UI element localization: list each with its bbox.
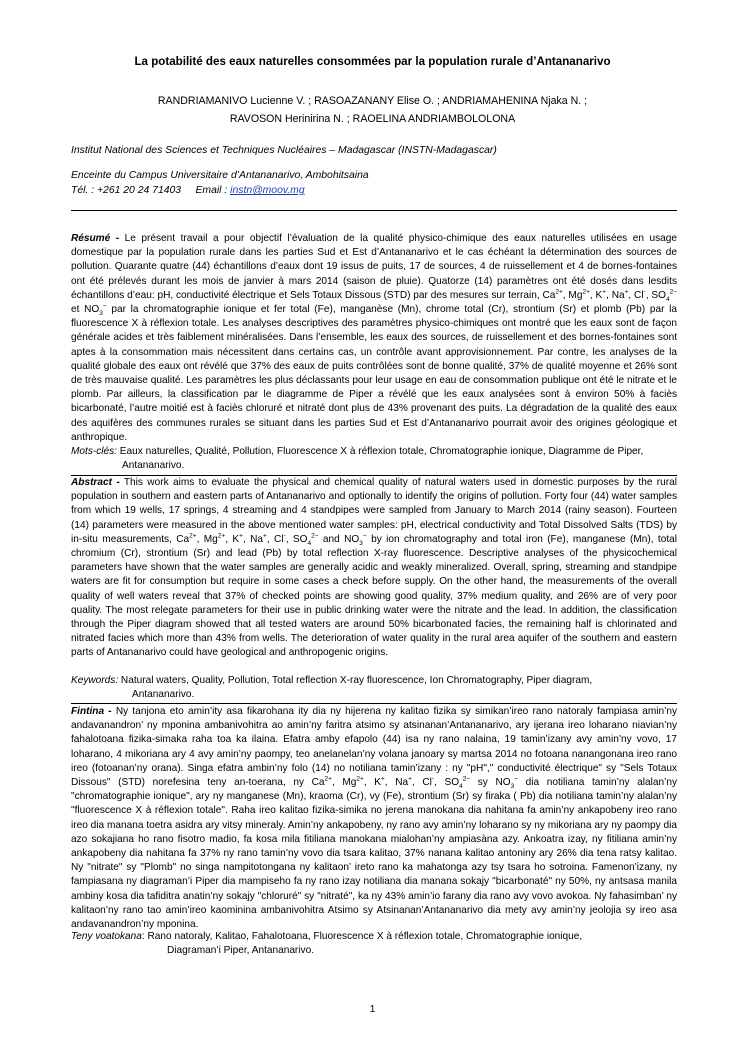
institute-address: Enceinte du Campus Universitaire d’Antananarivo, Ambohitsaina bbox=[71, 170, 369, 181]
mots-cles-label: Mots-clés: bbox=[71, 446, 117, 457]
phone-number: Tél. : +261 20 24 71403 bbox=[71, 185, 182, 196]
abstract-label: Abstract - bbox=[71, 477, 120, 488]
paper-title: La potabilité des eaux naturelles consommées par la population rurale d’Antananarivo bbox=[134, 55, 611, 68]
resume-label: Résumé - bbox=[71, 233, 120, 244]
fintina-paragraph: Fintina - Ny tanjona eto amin’ity asa fikarohana ity dia ny hijerena ny kalitao fizika sy simikan’ireo rano natoraly fampiasa amin’ny andavanandron’ ny mponina ambanivohitra ao amin’ny faritra atsimo sy atsinanan’Antananarivo, ary ijerana ireo loharano niavian’ny fahalotoana fizika-simaka raha toa ka ilaina. Efatra amby efapolo (44) isa ny rano nalaina, 19 tamin’izany avy amin’ny vovo, 17 loharano, 4 mikoriana ary 4 avy amin’ny paompy, teo anelanelan’ny volana janoary sy martsa 2014 no fotoana nanangonana ireo rano ireo (fotoanan’ny orana). Singa efatra ambin’ny folo (14) no notiliana tamin’izany : ny "pH"," conductivité électrique" sy "Sels Totaux Dissous" (STD) norefesina teny an-toerana, ny $Ca^{2+}$, $Mg^{2+}$, K+, Na+, Cl-, $SO_4^{2-}$ sy $NO_3^-$ dia notiliana tamin’ny alalan’ny "chromatographie ionique", ary ny manganese (Mn), kraoma (Cr), vy (Fe), strontium (Sr) sy firaka ( Pb) dia notiliana tamin’ny alalan’ny "fluorescence X à réflexion totale". Raha ireo kalitao fizika-simika no jerena manokana dia nahitana fa amin’ny ankapobeny ireo rano ireo dia manana toetra asidra ary vitsy mineraly. Amin’ny ankapobeny, ny rano avy amin’ny loharano sy ny mikoriana ary ny paompy dia azo sokajiana ho rano fisotro madio, fa kosa mila fitiliana manokana mialohan’ny ampiasàna azy. Ankoatra izay, ny fitiliana amin’ny ankapobeny dia nahitana fa 37% ny rano tamin’ny vovo dia tsara kalitao, 37% nanana kalitao antoniny ary 26% dia tena ratsy kalitao. Ny "nitrate" sy "Plomb" no singa nampitotongana ny kalitaon’ ireto rano ka mahatonga azy tsy tsara ho sotroina. Famenon’izany, ny fampiasana ny diagraman’i Piper dia mampiseho fa ny rano izay notiliana dia manana sokajy "bicarbonaté" ny 50%, ny antsasa manila ambiny kosa dia tafiditra anatin’ny sokajy "chloruré" sy "nitraté", ka ny 43% amin’io farany dia rano avy vovo avokoa. Ny fahasimban’ ny kalitaon’ny rano tao amin’ireo kaominina ambanivohitra Atsimo sy Atsinanan’Antananarivo dia mety avy amin’ny jeolojia sy ireo asa andavanandron’ny mponina. bbox=[71, 706, 678, 931]
teny-voatokana-label: Teny voatokana bbox=[71, 931, 142, 942]
keywords-label: Keywords: bbox=[71, 675, 119, 686]
header-divider bbox=[71, 210, 677, 211]
abstract-paragraph: Abstract - This work aims to evaluate the physical and chemical quality of natural waters used in domestic purposes by the rural population in southern and eastern parts of Antananarivo and optionally to identify the origins of pollution. Forty four (44) water samples from which 19 wells, 17 springs, 4 streaming and 4 standpipes were sampled from January to March 2014 (rainy season). Fourteen (14) parameters were measured in the above mentioned water samples: pH, electrical conductivity and Total Dissolved Salts (TDS) by in-situ measurements, $Ca^{2+}$, $Mg^{2+}$, K+, Na+, Cl-, $SO_4^{2-}$ and $NO_3^-$ by ion chromatography and total iron (Fe), manganese (Mn), total chromium (Cr), strontium (Sr) and lead (Pb) by total reflection X-ray fluorescence. Descriptive analyses of the physicochemical parameters have shown that the water samples are generally acidic and weakly mineralized. Overall, spring, streaming and standpipe waters are fit for consumption but require in some cases a check before supply. On the other hand, the measurements of the overall quality of well waters reveal that 37% of checked points are showing good quality, 37% medium quality, and 26% are of very poor quality. The most relegate parameters for their use in public drinking water were the nitrate and the lead. In addition, the classification through the Piper diagram showed that all tested waters are around 50% bicarbonated facies, the remaining half is chlorinated and nitrated facies which more than 43% from wells. The deterioration of water quality in the rural area aquifer of the southern and eastern parts of Antananarivo could have geological and anthropogenic origins. bbox=[71, 477, 678, 659]
fintina-label: Fintina - bbox=[71, 706, 112, 717]
author-list bbox=[0, 92, 745, 128]
mots-cles: Mots-clés: Eaux naturelles, Qualité, Pollution, Fluorescence X à réflexion totale, Chromatographie ionique, Diagramme de Piper, Antananarivo. bbox=[71, 446, 644, 472]
email-link[interactable]: instn@moov.mg bbox=[230, 185, 305, 196]
keywords: Keywords: Natural waters, Quality, Pollution, Total reflection X-ray fluorescence, Ion Chromatography, Piper diagram, Antananarivo. bbox=[71, 675, 593, 701]
section-divider-2 bbox=[71, 703, 677, 704]
institute-name: Institut National des Sciences et Techniques Nucléaires – Madagascar (INSTN-Madagascar) bbox=[71, 145, 497, 156]
authors-line-2: RAVOSON Herinirina N. ; RAOELINA ANDRIAMBOLOLONA bbox=[229, 113, 516, 125]
teny-voatokana: Teny voatokana: Rano natoraly, Kalitao, Fahalotoana, Fluorescence X à réflexion totale, Chromatographie ionique, Diagraman’i Piper, Antananarivo. bbox=[71, 931, 583, 957]
email-label: Email : bbox=[195, 185, 231, 196]
resume-paragraph: Résumé - Le présent travail a pour objectif l’évaluation de la qualité physico-chimique des eaux naturelles utilisées en usage domestique par la population rurale dans les parties Sud et Est d’Antananarivo et le cas échéant la détermination des sources de pollution. Quarante quatre (44) échantillons d’eaux dont 19 issus de puits, 17 de sources, 4 de ruissellement et 4 de bornes-fontaines ont été prélevés durant les mois de janvier à mars 2014 (saison de pluie). Quatorze (14) paramètres ont été dosés dans lesdits échantillons d’eau: pH, conductivité électrique et Sels Totaux Dissous (STD) par des mesures sur terrain, $Ca^{2+}$, $Mg^{2+}$, K+, Na+, Cl-, $SO_4^{2-}$ et $NO_3^-$ par la chromatographie ionique et fer total (Fe), manganèse (Mn), chrome total (Cr), strontium (Sr) et plomb (Pb) par la fluorescence X à réflexion totale. Les analyses descriptives des paramètres physico-chimiques ont montré que les eaux sont de façon générale acides et très faiblement minéralisées. Dans l’ensemble, les eaux des sources, de ruissellement et des bornes-fontaines sont aptes à la consommation mais nécessitent dans certains cas, un contrôle avant approvisionnement. Par contre, les analyses de la qualité globale des eaux ont révélé que 37% des eaux de puits contrôlées sont de bonne qualité, 37% de qualité moyenne et 26% sont de très mauvaise qualité. Les paramètres les plus déclassants pour leur usage en eau de consommation publique ont été le nitrate et le plomb. Par ailleurs, la classification par le diagramme de Piper a révélé que les eaux analysées sont à environ 50% à faciès bicarbonaté, l’autre moitié est à faciès chloruré et nitraté dont plus de 43% provenant des puits. La dégradation de la qualité des eaux des aquifères des communes rurales se situant dans les parties Sud et Est d’Antananarivo pourrait avoir des origines géologique et anthropique. bbox=[71, 233, 678, 443]
authors-line-1: RANDRIAMANIVO Lucienne V. ; RASOAZANANY Elise O. ; ANDRIAMAHENINA Njaka N. ; bbox=[157, 95, 588, 107]
page-number: 1 bbox=[369, 1004, 376, 1015]
contact-line bbox=[71, 185, 305, 196]
